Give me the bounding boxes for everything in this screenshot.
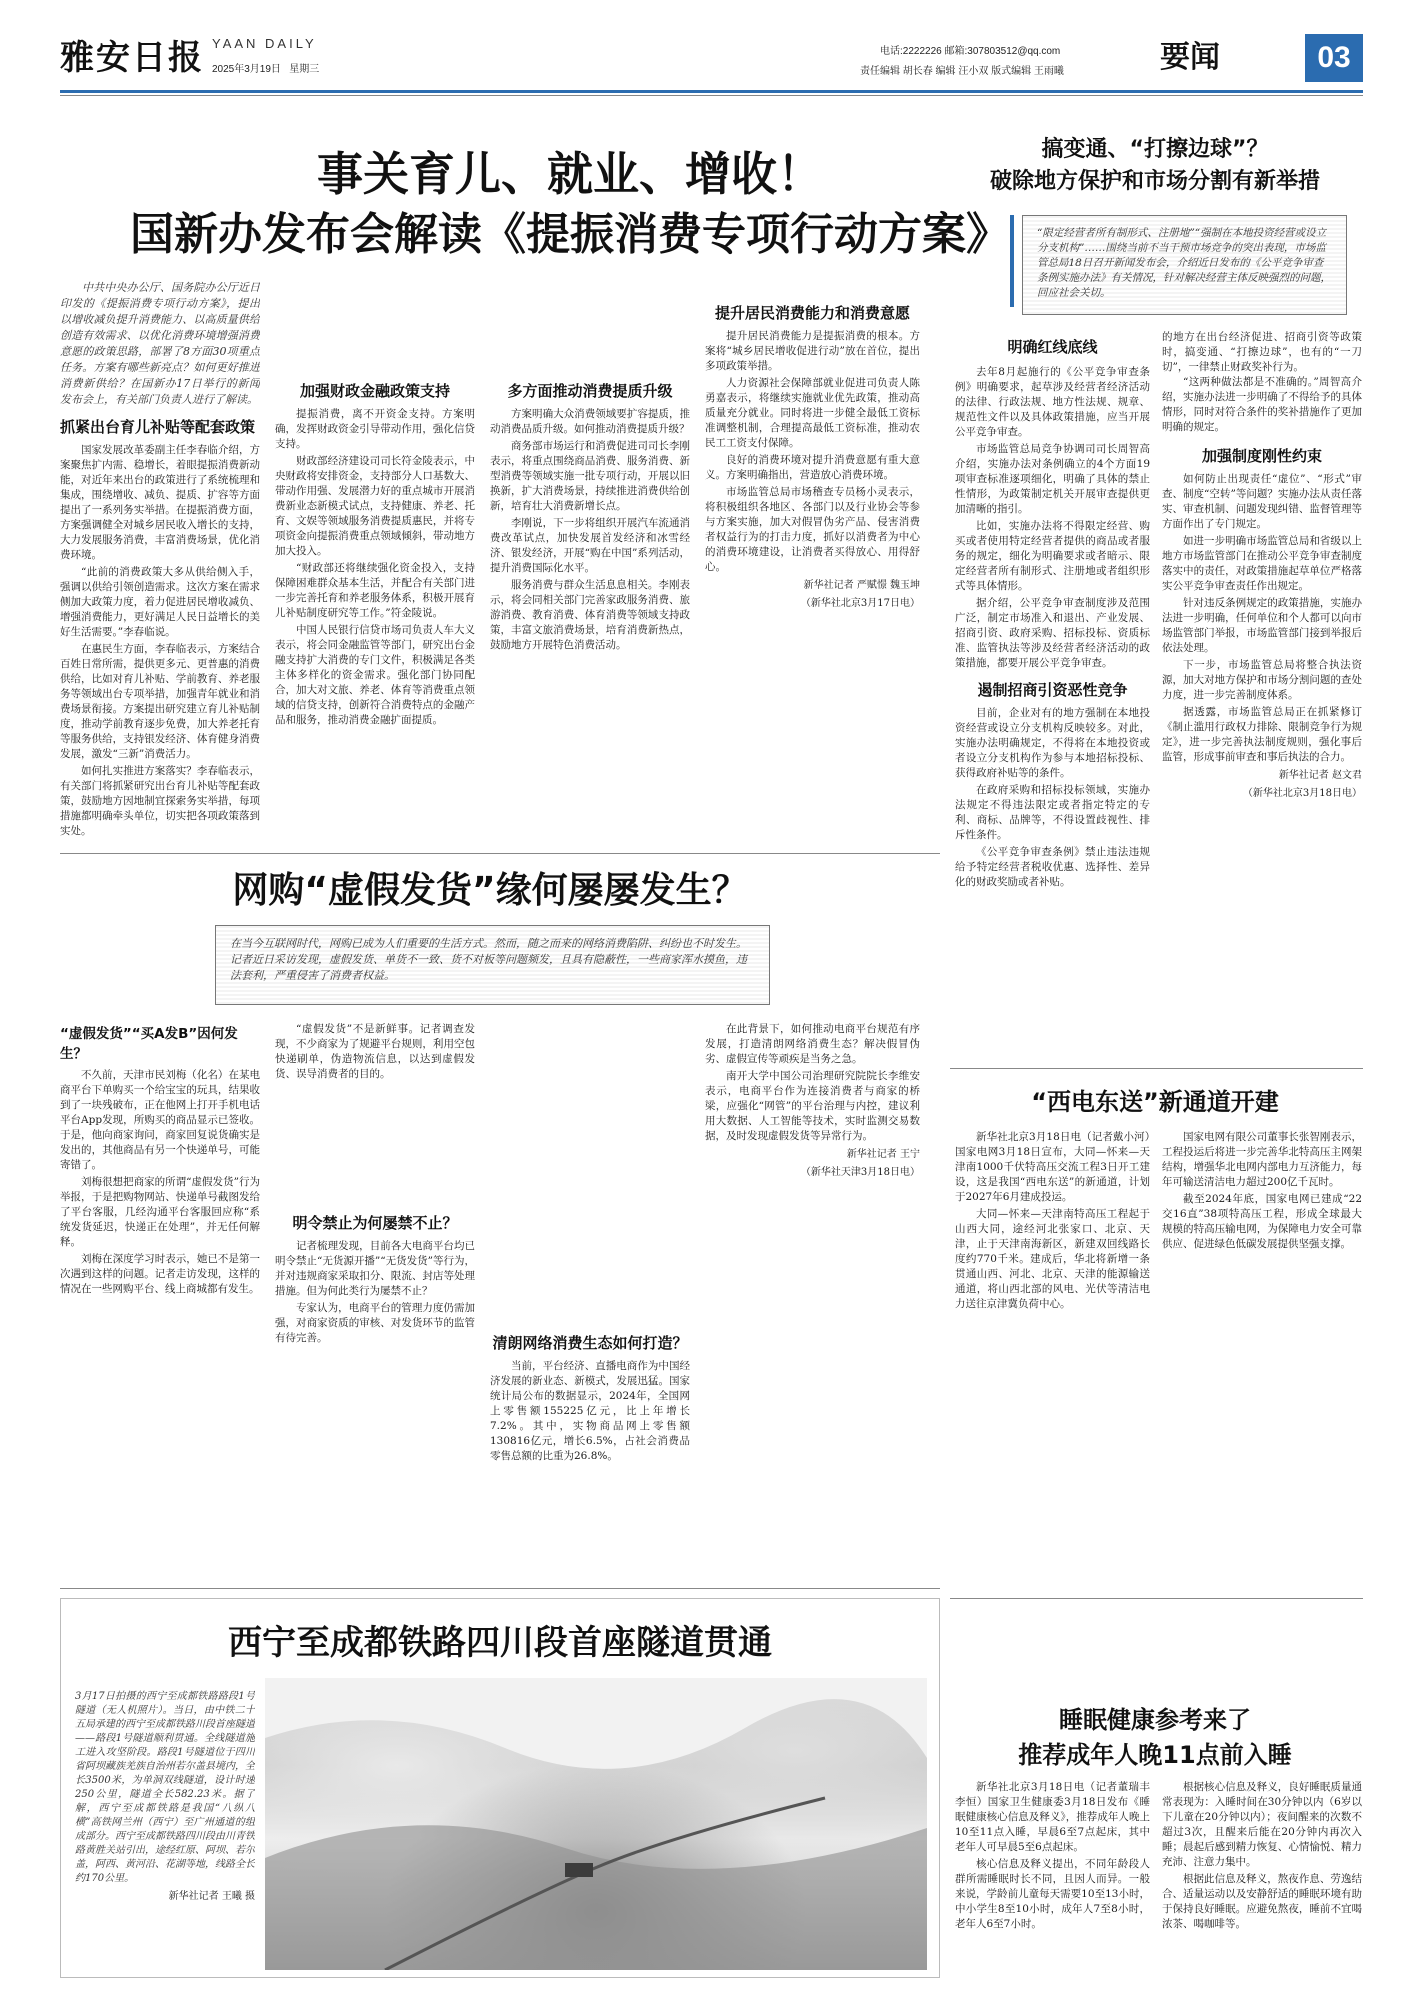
right1-sub-1: 明确红线底线 xyxy=(1007,338,1098,356)
right1-p13: 下一步，市场监管总局将整合执法资源，加大对地方保护和市场分割问题的查处力度，进一步完善制度体系。 xyxy=(1162,659,1362,701)
top-p11: 李刚说，下一步将组织开展汽车流通消费改革试点，加快发展首发经济和冰雪经济、银发经济，开展“购在中国”系列活动，提升消费国际化水平。 xyxy=(490,517,690,574)
hill-shape xyxy=(265,1825,927,1970)
top-headline-1: 事关育儿、就业、增收！ xyxy=(317,147,823,201)
top-sub-3: 多方面推动消费提质升级 xyxy=(507,382,673,400)
masthead-thin-rule xyxy=(60,95,1363,96)
right1-p9: “这两种做法都是不准确的。”周智高介绍，实施办法进一步明确了不得给予的具体情形，同时对符合条件的奖补措施作了更加明确的规定。 xyxy=(1162,376,1362,433)
right1-p14: 据透露，市场监管总局正在抓紧修订《制止滥用行政权力排除、限制竞争行为规定》，进一步完善执法制度规则，强化事后监管，形成事前审查和事后执法的合力。 xyxy=(1162,706,1362,763)
top-sub-1: 抓紧出台育儿补贴等配套政策 xyxy=(60,418,256,436)
right2-p1: 新华社北京3月18日电（记者戴小河）国家电网3月18日宣布，大同—怀来—天津南1000千伏特高压交流工程3日开工建设，这是我国“西电东送”的新通道，计划于2027年6月建成投运。 xyxy=(955,1131,1150,1203)
top-sub-4: 提升居民消费能力和消费意愿 xyxy=(714,304,910,322)
divider-1 xyxy=(60,853,940,854)
top-p6: 财政部经济建设司司长符金陵表示，中央财政将安排资金，支持部分人口基数大、带动作用强、发展潜力好的重点城市开展消费新业态新模式试点，支持健康、养老、托育、文娱等领域服务消费提质惠民，并将专项资金向提振消费重点领域倾斜，带动地方加大投入。 xyxy=(275,455,475,557)
date-text: 2025年3月19日 xyxy=(212,64,281,75)
tunnel-portal xyxy=(565,1863,593,1877)
right1-p12: 针对违反条例规定的政策措施，实施办法进一步明确，任何单位和个人都可以向市场监管部门举报，市场监管部门接到举报后依法处理。 xyxy=(1162,597,1362,654)
right1-lead: “限定经营者所有制形式、注册地”“强制在本地投资经营或设立分支机构”……围绕当前不当干预市场竞争的突出表现，市场监管总局18日召开新闻发布会，介绍近日发布的《公平竞争审查条例实施办法》有关情况，针对解决经营主体反映强烈的问题，回应社会关切。 xyxy=(1037,227,1331,299)
right1-p5: 目前，企业对有的地方强制在本地投资经营或设立分支机构反映较多。对此，实施办法明确规定，不得将在本地投资或者设立分支机构作为参与本地招标投标、获得政府补贴等的条件。 xyxy=(955,707,1150,779)
online-p6: 专家认为，电商平台的管理力度仍需加强，对商家资质的审核、对发货环节的监管有待完善。 xyxy=(275,1302,475,1344)
online-credit-2: （新华社天津3月18日电） xyxy=(800,1167,920,1178)
rail-credit: 新华社记者 王曦 摄 xyxy=(168,1891,255,1902)
top-p8: 中国人民银行信贷市场司负责人车大义表示，将会同金融监管等部门，研究出台金融支持扩大消费的专门文件，积极满足各类主体多样化的资金需求。强化部门协同配合，加大对文旅、养老、体育等消费重点领域的信贷支持，创新符合消费特点的金融产品和服务，推动消费金融扩面提质。 xyxy=(275,624,475,726)
online-sub-3: 清朗网络消费生态如何打造？ xyxy=(492,1334,688,1352)
online-sub-2: 明令禁止为何屡禁不止？ xyxy=(292,1214,458,1232)
right3-headline-1: 睡眠健康参考来了 xyxy=(1059,1706,1251,1734)
top-p1: 国家发展改革委副主任李春临介绍，方案聚焦扩内需、稳增长，着眼提振消费新动能，对近年来出台的政策进行了系统梳理和集成，围绕增收、减负、提质、扩容等方面提出了一系列务实举措。在提振消费方面，方案强调健全对城乡居民收入增长的支持，大力发展服务消费，丰富消费场景，优化消费环境。 xyxy=(60,444,260,561)
masthead-logo: 雅安日报 xyxy=(60,38,204,78)
masthead-rule xyxy=(60,90,1363,93)
right1-p11: 如进一步明确市场监管总局和省级以上地方市场监管部门在推动公平竞争审查制度落实中的责任，对政策措施起草单位严格落实公平竞争审查责任作出规定。 xyxy=(1162,535,1362,592)
online-credit: 新华社记者 王宁 xyxy=(846,1149,920,1160)
sky-shape xyxy=(265,1678,927,1769)
weekday-text: 星期三 xyxy=(289,64,320,75)
right1-lead-box xyxy=(1022,215,1347,315)
right2-col-2 xyxy=(1162,1130,1362,1588)
rail-photo-landscape xyxy=(265,1678,927,1970)
right1-col-1 xyxy=(955,330,1150,1058)
online-p8: 在此背景下，如何推动电商平台规范有序发展，打造清朗网络消费生态？解决假冒伪劣、虚假宣传等顽疾是当务之急。 xyxy=(705,1023,920,1065)
right3-p2: 核心信息及释义提出，不同年龄段人群所需睡眠时长不同，且因人而异。一般来说，学龄前儿童每天需要10至13小时，中小学生8至10小时，成年人7至8小时，老年人6至7小时。 xyxy=(955,1858,1150,1930)
right1-p3: 比如，实施办法将不得限定经营、购买或者使用特定经营者提供的商品或者服务的规定，细化为明确要求或者暗示、限定经营者所有制形式、注册地或者组织形式等具体情形。 xyxy=(955,520,1150,592)
right1-p2: 市场监管总局竞争协调司司长周智高介绍，实施办法对条例确立的4个方面19项审查标准逐项细化，明确了具体的禁止性情形，为政策制定机关开展审查提供更加清晰的指引。 xyxy=(955,443,1150,515)
right2-col-1 xyxy=(955,1130,1150,1588)
right1-p10: 如何防止出现责任“虚位”、“形式”审查、制度“空转”等问题？实施办法从责任落实、审查机制、问题发现纠错、监督管理等方面作出了专门规定。 xyxy=(1162,473,1362,530)
top-p10: 商务部市场运行和消费促进司司长李刚表示，将重点围绕商品消费、服务消费、新型消费等领域实施一批专项行动，开展以旧换新，扩大消费场景，持续推进消费供给创新，培育壮大消费新增长点。 xyxy=(490,440,690,512)
top-col-4 xyxy=(705,280,920,845)
top-credit-2: （新华社北京3月17日电） xyxy=(800,598,920,609)
right1-accent-bar xyxy=(1010,215,1014,307)
right3-col-1 xyxy=(955,1780,1150,1980)
top-p2: “此前的消费政策大多从供给侧入手，强调以供给引领创造需求。这次方案在需求侧加大政策力度，着力促进居民增收减负、增强消费能力，更好满足人民日益增长的美好生活需要。”李春临说。 xyxy=(60,566,260,638)
right1-col-2 xyxy=(1162,330,1362,1058)
right1-p7: 《公平竞争审查条例》禁止违法违规给予特定经营者税收优惠、选择性、差异化的财政奖励或者补贴。 xyxy=(955,846,1150,888)
top-lead: 中共中央办公厅、国务院办公厅近日印发的《提振消费专项行动方案》，提出以增收减负提升消费能力、以高质量供给创造有效需求、以优化消费环境增强消费意愿的政策思路，部署了8方面30项重点任务。方案有哪些新亮点？如何更好推进消费新供给？在国新办17日举行的新闻发布会上，有关部门负责人进行了解读。 xyxy=(60,281,260,406)
top-p16: 市场监管总局市场稽查专员杨小灵表示，将积极组织各地区、各部门以及行业协会等参与方案实施，加大对假冒伪劣产品、侵害消费者权益行为的打击力度，抓好以消费者为中心的消费环境建设，让消费者买得放心、用得舒心。 xyxy=(705,486,920,573)
top-col-2 xyxy=(275,280,475,845)
divider-4 xyxy=(950,1598,1363,1599)
right1-p6: 在政府采购和招标投标领域，实施办法规定不得违法限定或者指定特定的专利、商标、品牌等，不得设置歧视性、排斥性条件。 xyxy=(955,784,1150,841)
rail-caption: 3月17日拍摄的西宁至成都铁路路段1号隧道（无人机照片）。当日，由中铁二十五局承建的西宁至成都铁路川段首座隧道——路段1号隧道顺利贯通。全线隧道施工进入攻坚阶段。路段1号隧道位于四川省阿坝藏族羌族自治州若尔盖县境内，全长3500米，为单洞双线隧道，设计时速250公里，隧道全长582.23米。据了解，西宁至成都铁路是我国“八纵八横”高铁网兰州（西宁）至广州通道的组成部分。西宁至成都铁路四川段由川青铁路黄胜关站引出，途经红原、阿坝、若尔盖，阿西、黄河沿、花湖等地，线路全长约170公里。 xyxy=(75,1691,255,1884)
masthead-english: YAAN DAILY xyxy=(212,36,317,51)
right1-credit-2: （新华社北京3月18日电） xyxy=(1242,788,1362,799)
online-p3: 刘梅在深度学习时表示，她已不是第一次遇到这样的问题。记者走访发现，这样的情况在一些网购平台、线上商城都有发生。 xyxy=(60,1253,260,1295)
online-col-1 xyxy=(60,1022,260,1577)
right1-headline-1: 搞变通、“打擦边球”？ xyxy=(1041,137,1269,162)
top-credit: 新华社记者 严赋憬 魏玉坤 xyxy=(803,580,920,591)
top-p13: 提升居民消费能力是提振消费的根本。方案将“城乡居民增收促进行动”放在首位，提出多项政策举措。 xyxy=(705,330,920,372)
right1-p1: 去年8月起施行的《公平竞争审查条例》明确要求，起草涉及经营者经济活动的法律、行政法规、地方性法规、规章、规范性文件以及具体政策措施，应当开展公平竞争审查。 xyxy=(955,366,1150,438)
online-lead-box xyxy=(215,925,770,1005)
online-headline: 网购“虚假发货”缘何屡屡发生？ xyxy=(232,870,748,911)
online-p5: 记者梳理发现，目前各大电商平台均已明令禁止“无货源开播”“无货发货”等行为，并对违规商家采取扣分、限流、封店等处理措施。但为何此类行为屡禁不止？ xyxy=(275,1240,475,1297)
online-p9: 南开大学中国公司治理研究院院长李维安表示，电商平台作为连接消费者与商家的桥梁，应强化“网管”的平台治理与内控，建议利用大数据、人工智能等技术，实时监测交易数据，及时发现虚假发货等异常行为。 xyxy=(705,1070,920,1142)
top-sub-2: 加强财政金融政策支持 xyxy=(299,382,450,400)
right1-headline-2: 破除地方保护和市场分割有新举措 xyxy=(989,169,1320,194)
top-p3: 在惠民生方面，李春临表示，方案结合百姓日常所需，提供更多元、更普惠的消费供给，比如对育儿补贴、学前教育、养老服务等领域出台专项举措，加强青年就业和消费场景衔接。方案提出研究建立育儿补贴制度，推动学前教育逐步免费，加大养老托育等服务供给，支持银发经济、体育健身消费发展，激发“三新”消费活力。 xyxy=(60,643,260,760)
top-col-3 xyxy=(490,280,690,845)
right2-headline: “西电东送”新通道开建 xyxy=(1031,1088,1279,1116)
section-title: 要闻 xyxy=(1160,40,1220,75)
online-col-2 xyxy=(275,1022,475,1577)
top-p4: 如何扎实推进方案落实？李春临表示，有关部门将抓紧研究出台育儿补贴等配套政策，鼓励地方因地制宜探索务实举措，每项措施都明确牵头单位，切实把各项政策落到实处。 xyxy=(60,765,260,837)
online-sub-1: “虚假发货”“买A发B”因何发生？ xyxy=(60,1026,238,1062)
rail-photo xyxy=(265,1678,927,1970)
top-p12: 服务消费与群众生活息息相关。李刚表示，将会同相关部门完善家政服务消费、旅游消费、教育消费、体育消费等领域支持政策，丰富文旅消费场景，培育消费新热点，鼓励地方开展特色消费活动。 xyxy=(490,579,690,651)
online-lead: 在当今互联网时代，网购已成为人们重要的生活方式。然而，随之而来的网络消费陷阱、纠纷也不时发生。记者近日采访发现，虚假发货、单货不一致、货不对板等问题频发，且具有隐蔽性，一些商家浑水摸鱼，违法套利，严重侵害了消费者权益。 xyxy=(230,937,747,982)
right3-p3: 根据核心信息及释义，良好睡眠质量通常表现为：入睡时间在30分钟以内（6岁以下儿童在20分钟以内）；夜间醒来的次数不超过3次，且醒来后能在20分钟内再次入睡；晨起后感到精力恢复、心情愉悦、精力充沛、注意力集中。 xyxy=(1162,1781,1362,1868)
right1-p4: 据介绍，公平竞争审查制度涉及范围广泛，制定市场准入和退出、产业发展、招商引资、政府采购、招标投标、资质标准、监管执法等涉及经营者经济活动的政策措施，都要开展公平竞争审查。 xyxy=(955,597,1150,669)
top-p9: 方案明确大众消费领域要扩容提质，推动消费品质升级。如何推动消费提质升级？ xyxy=(490,408,690,435)
divider-3 xyxy=(950,1068,1363,1069)
contact-line: 电话:2222226 邮箱:307803512@qq.com xyxy=(880,46,1061,57)
editors-line: 责任编辑 胡长春 编辑 汪小双 版式编辑 王雨曦 xyxy=(860,66,1064,77)
top-p7: “财政部还将继续强化资金投入，支持保障困难群众基本生活，并配合有关部门进一步完善托育和养老服务体系，积极开展育儿补贴制度研究等工作。”符金陵说。 xyxy=(275,562,475,619)
top-p15: 良好的消费环境对提升消费意愿有重大意义。方案明确指出，营造放心消费环境。 xyxy=(705,454,920,481)
online-p7: 当前，平台经济、直播电商作为中国经济发展的新业态、新模式，发展迅猛。国家统计局公布的数据显示，2024年，全国网上零售额155225亿元，比上年增长7.2%。其中，实物商品网上零售额130816亿元，增长6.5%，占社会消费品零售总额的比重为26.8%。 xyxy=(490,1360,690,1462)
rail-caption-col xyxy=(75,1690,255,1970)
online-col-4 xyxy=(705,1022,920,1577)
right1-sub-3: 加强制度刚性约束 xyxy=(1201,447,1322,465)
top-p5: 提振消费，离不开资金支持。方案明确，发挥财政资金引导带动作用，强化信贷支持。 xyxy=(275,408,475,450)
top-p14: 人力资源社会保障部就业促进司负责人陈勇嘉表示，将继续实施就业优先政策，推动高质量充分就业。同时将进一步健全最低工资标准调整机制，合理提高最低工资标准，推动农民工工资支付保障。 xyxy=(705,377,920,449)
online-p1: 不久前，天津市民刘梅（化名）在某电商平台下单购买一个给宝宝的玩具，结果收到了一块残破布，正在他网上打开手机电话平台App发现，所购买的商品显示已签收。于是，他向商家询问，商家回复说货确实是发出的，其他商品有另一个快递单号，可能寄错了。 xyxy=(60,1069,260,1171)
top-headline-2: 国新办发布会解读《提振消费专项行动方案》 xyxy=(130,209,1010,260)
right3-headline-2: 推荐成年人晚11点前入睡 xyxy=(1018,1741,1292,1769)
online-p4: “虚假发货”不是新鲜事。记者调查发现，不少商家为了规避平台规则，利用空包快递刷单，伪造物流信息，以达到虚假发货、误导消费者的目的。 xyxy=(275,1023,475,1080)
right2-p3: 国家电网有限公司董事长张智刚表示，工程投运后将进一步完善华北特高压主网架结构，增强华北电网内部电力互济能力，每年可输送清洁电力超过200亿千瓦时。 xyxy=(1162,1131,1362,1188)
top-col-1 xyxy=(60,280,260,845)
rail-headline: 西宁至成都铁路四川段首座隧道贯通 xyxy=(228,1623,772,1663)
right1-p8: 的地方在出台经济促进、招商引资等政策时，搞变通、“打擦边球”，也有的“一刀切”，一律禁止财政奖补行为。 xyxy=(1162,331,1362,373)
online-p2: 刘梅很想把商家的所谓“虚假发货”行为举报，于是把购物网站、快递单号截图发给了平台客服，几经沟通平台客服回应称“系统发货延迟，快递正在处理”，并无任何解释。 xyxy=(60,1176,260,1248)
masthead-date xyxy=(212,60,319,75)
right1-sub-2: 遏制招商引资恶性竞争 xyxy=(977,681,1128,699)
right1-credit: 新华社记者 赵文君 xyxy=(1278,770,1362,781)
divider-2 xyxy=(60,1588,940,1589)
right3-p1: 新华社北京3月18日电（记者董瑞丰 李恒）国家卫生健康委3月18日发布《睡眠健康核心信息及释义》，推荐成年人晚上10至11点入睡，早晨6至7点起床，其中老年人可早晨5至6点起床。 xyxy=(955,1781,1150,1853)
right2-p4: 截至2024年底，国家电网已建成“22交16直”38项特高压工程，形成全球最大规模的特高压输电网，为保障电力安全可靠供应、促进绿色低碳发展提供坚强支撑。 xyxy=(1162,1193,1362,1250)
right2-p2: 大同—怀来—天津南特高压工程起于山西大同，途经河北张家口、北京、天津，止于天津南海新区，新建双回线路长度约770千米。建成后，华北将新增一条贯通山西、河北、北京、天津的能源输送通道，将山西北部的风电、光伏等清洁电力送往京津冀负荷中心。 xyxy=(955,1208,1150,1310)
right3-p4: 根据此信息及释义，熬夜作息、劳逸结合、适量运动以及安静舒适的睡眠环境有助于保持良好睡眠。应避免熬夜，睡前不宜喝浓茶、喝咖啡等。 xyxy=(1162,1873,1362,1930)
right3-col-2 xyxy=(1162,1780,1362,1980)
online-col-3 xyxy=(490,1022,690,1577)
page-number: 03 xyxy=(1305,34,1363,82)
